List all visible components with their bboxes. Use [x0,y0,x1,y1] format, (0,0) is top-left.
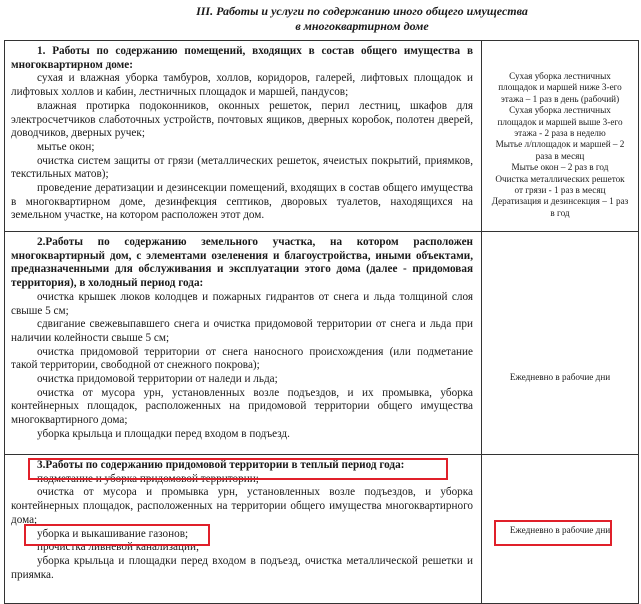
list-item: уборка крыльца и площадки перед входом в подъезд. [37,427,290,440]
list-item: уборка и выкашивание газонов; [37,527,189,540]
works-cell [5,232,482,455]
frequency-item: Сухая уборка лестничных площадок и маршей ниже 3-его этажа – 1 раз в день (рабочий) [498,71,622,104]
list-item: сухая и влажная уборка тамбуров, холлов, коридоров, галерей, лифтовых площадок и лифтовых холлов и кабин, лестничных площадок и маршей, пандусов; [11,72,473,99]
list-item: подметание и уборка придомовой территории; [37,472,259,485]
frequency-item: Мытье окон – 2 раз в год [511,162,609,173]
works-cell [5,41,482,232]
frequency-item: Ежедневно в рабочие дни [509,372,611,383]
highlight-box-heading [28,458,448,480]
frequency-item: Сухая уборка лестничных площадок и маршей выше 3-его этажа - 2 раза в неделю [497,105,623,139]
list-item: мытье окон; [37,140,95,153]
frequency-item: Очистка металлических решеток от грязи - 1 раз в месяц [495,173,625,196]
list-item: сдвигание свежевыпавшего снега и очистка придомовой территории от снега и льда при наличии колейности свыше 5 см; [11,318,473,344]
frequency-item: Ежедневно в рабочие дни [509,525,611,535]
table-row [5,232,639,455]
frequency-item: Дератизация и дезинсекция – 1 раз в год [491,196,629,218]
list-item: очистка придомовой территории от наледи и льда; [37,373,278,386]
list-item: очистка придомовой территории от снега наносного происхождения (или подметание такой территории, свободной от снежного покрова); [11,345,473,372]
highlight-box-lawns [24,524,210,546]
list-item: очистка крышек люков колодцев и пожарных гидрантов от снега и льда толщиной слоя свыше 5 см; [11,290,473,317]
list-item: очистка от мусора урн, установленных возле подъездов, и их промывка, уборка контейнерных площадок, расположенных на придомовой территории общего имущества многоквартирного дома; [11,386,473,427]
frequency-cell [482,41,639,232]
row-heading: 1. Работы по содержанию помещений, входящих в состав общего имущества в многоквартирном доме: [11,45,473,71]
table-row [5,41,639,232]
list-item: уборка крыльца и площадки перед входом в подъезд, очистка металлической решетки и приямка. [11,554,473,581]
list-item: влажная протирка подоконников, оконных решеток, перил лестниц, шкафов для электросчетчиков слаботочных устройств, почтовых ящиков, дверных коробок, полотен дверей, доводчиков, дверных ручек; [11,99,473,140]
list-item: очистка от мусора и промывка урн, установленных возле подъездов, и уборка контейнерных площадок, расположенных на территории общего имущества многоквартирного дома; [11,486,473,526]
row-heading: 2.Работы по содержанию земельного участка, на котором расположен многоквартирный дом, с элементами озеленения и благоустройства, иными объектами, предназначенными для обслуживания и эксплуатации этого дома (далее - придомовая территория), в холодный период года: [11,236,473,290]
section-title [152,4,572,34]
row-heading: 3.Работы по содержанию придомовой территории в теплый период года: [37,459,405,471]
list-item: прочистка ливневой канализации; [37,541,200,554]
frequency-item: Мытье л/площадок и маршей – 2 раза в месяц [495,139,625,161]
list-item: проведение дератизации и дезинсекции помещений, входящих в состав общего имущества в многоквартирном доме, дезинфекция септиков, дворовых туалетов, находящихся на земельном участке, на котором расположен этот дом. [11,182,473,222]
frequency-cell [482,232,639,455]
section-header [0,0,641,40]
section-title-line-2: в многоквартирном доме [295,19,429,33]
highlight-box-frequency [494,520,612,546]
list-item: очистка систем защиты от грязи (металлических решеток, ячеистых покрытий, приямков, текстильных матов); [11,154,473,181]
section-title-line-1: III. Работы и услуги по содержанию иного общего имущества [196,4,528,18]
